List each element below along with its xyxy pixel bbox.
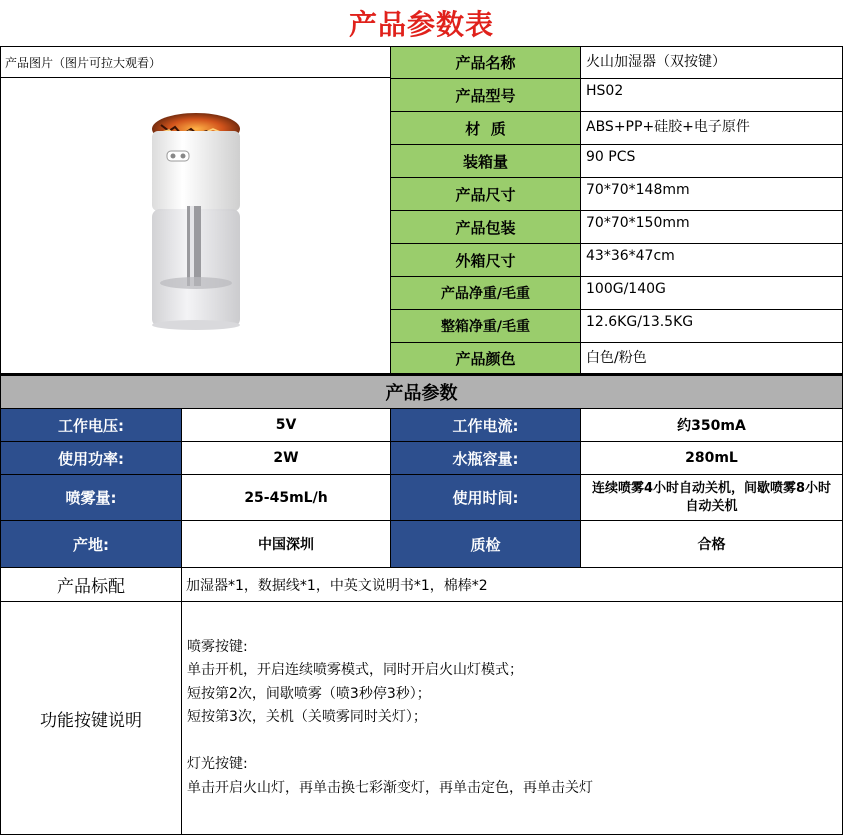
params-header: 产品参数: [0, 374, 843, 409]
param-label-voltage: 工作电压:: [0, 409, 182, 442]
accessories-label: 产品标配: [0, 568, 182, 602]
spec-value-carton: 43*36*47cm: [581, 244, 843, 277]
param-label-capacity: 水瓶容量:: [391, 442, 581, 475]
function-line: 短按第2次，间歇喷雾（喷3秒停3秒）；: [187, 685, 431, 702]
spec-value-name: 火山加湿器（双按键）: [581, 47, 843, 79]
param-label-origin: 产地:: [0, 521, 182, 568]
param-value-qc: 合格: [581, 521, 843, 568]
spec-value-material: ABS+PP+硅胶+电子原件: [581, 112, 843, 145]
function-line: 单击开启火山灯，再单击换七彩渐变灯，再单击定色，再单击关灯: [187, 779, 593, 796]
spec-value-carton-weight: 12.6KG/13.5KG: [581, 310, 843, 343]
param-value-runtime: 连续喷雾4小时自动关机，间歇喷雾8小时自动关机: [581, 475, 843, 521]
param-label-power: 使用功率:: [0, 442, 182, 475]
function-line: 灯光按键:: [187, 756, 248, 773]
spec-label-material: 材 质: [391, 112, 581, 145]
param-label-mist: 喷雾量:: [0, 475, 182, 521]
function-line: 喷雾按键:: [187, 638, 248, 655]
accessories-value: 加湿器*1，数据线*1，中英文说明书*1，棉棒*2: [182, 568, 843, 602]
param-label-current: 工作电流:: [391, 409, 581, 442]
param-label-qc: 质检: [391, 521, 581, 568]
spec-value-color: 白色/粉色: [581, 343, 843, 374]
page-title: 产品参数表: [0, 0, 843, 47]
spec-value-package: 70*70*150mm: [581, 211, 843, 244]
spec-value-weight: 100G/140G: [581, 277, 843, 310]
param-value-current: 约350mA: [581, 409, 843, 442]
param-label-runtime: 使用时间:: [391, 475, 581, 521]
functions-label: 功能按键说明: [0, 602, 182, 835]
param-value-origin: 中国深圳: [182, 521, 391, 568]
spec-label-carton: 外箱尺寸: [391, 244, 581, 277]
spec-value-size: 70*70*148mm: [581, 178, 843, 211]
product-photo-cell: [0, 78, 391, 374]
functions-description: [182, 602, 843, 835]
param-value-capacity: 280mL: [581, 442, 843, 475]
spec-label-name: 产品名称: [391, 47, 581, 79]
param-value-voltage: 5V: [182, 409, 391, 442]
spec-label-model: 产品型号: [391, 79, 581, 112]
function-line: 单击开机，开启连续喷雾模式，同时开启火山灯模式；: [187, 662, 523, 679]
param-value-power: 2W: [182, 442, 391, 475]
humidifier-image: [131, 111, 261, 341]
spec-label-package: 产品包装: [391, 211, 581, 244]
spec-label-size: 产品尺寸: [391, 178, 581, 211]
spec-label-color: 产品颜色: [391, 343, 581, 374]
photo-label: 产品图片（图片可拉大观看）: [0, 47, 391, 78]
spec-value-packing-qty: 90 PCS: [581, 145, 843, 178]
function-line: 短按第3次，关机（关喷雾同时关灯）；: [187, 709, 427, 726]
spec-value-model: HS02: [581, 79, 843, 112]
spec-label-carton-weight: 整箱净重/毛重: [391, 310, 581, 343]
spec-label-weight: 产品净重/毛重: [391, 277, 581, 310]
spec-label-packing-qty: 装箱量: [391, 145, 581, 178]
param-value-mist: 25-45mL/h: [182, 475, 391, 521]
